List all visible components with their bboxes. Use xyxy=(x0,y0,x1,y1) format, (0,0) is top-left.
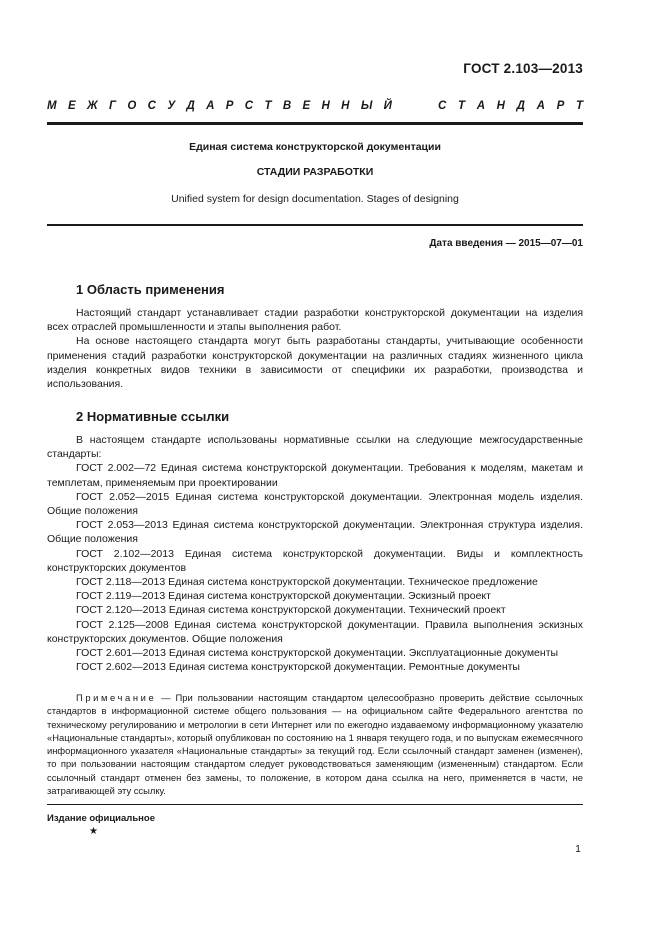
note-label: Примечание xyxy=(76,692,157,703)
header-divider xyxy=(47,122,583,125)
system-title: Единая система конструкторской документации xyxy=(189,141,441,153)
page-number: 1 xyxy=(575,843,581,855)
reference-item: ГОСТ 2.120—2013 Единая система конструкторской документации. Технический проект xyxy=(76,604,506,617)
reference-item: ГОСТ 2.601—2013 Единая система конструкторской документации. Эксплуатационные документы xyxy=(76,647,559,660)
reference-item: ГОСТ 2.125—2008 Единая система конструкторской документации. Правила выполнения эскизных конструкторских документов. Общие положения xyxy=(47,618,583,645)
reference-item: ГОСТ 2.119—2013 Единая система конструкторской документации. Эскизный проект xyxy=(76,590,491,603)
section-1-heading: 1 Область применения xyxy=(76,282,225,297)
standard-word: С Т А Н Д А Р Т xyxy=(438,100,583,112)
footer-divider xyxy=(47,804,583,805)
interstate-word: М Е Ж Г О С У Д А Р С Т В Е Н Н Ы Й xyxy=(47,100,392,112)
reference-item: ГОСТ 2.602—2013 Единая система конструкторской документации. Ремонтные документы xyxy=(76,661,520,674)
note-text: — При пользовании настоящим стандартом целесообразно проверить действие ссылочных стандартов в информационной системе общего пользования — на официальном сайте Федерального агентства по техническому регулированию и метрологии в сети Интернет или по ежегодно издаваемому информационному указателю «Национальные стандарты», который опубликован по состоянию на 1 января текущего года, и по выпускам ежемесячного информационного указателя «Национальные стандарты» за текущий год. Если ссылочный стандарт заменен (изменен), то при пользовании настоящим стандартом следует руководствоваться заменяющим (измененным) стандартом. Если ссылочный стандарт отменен без замены, то положение, в котором дана ссылка на него, применяется в части, не затрагивающей эту ссылку. xyxy=(47,692,583,797)
paragraph: Настоящий стандарт устанавливает стадии разработки конструкторской документации на изделия всех отраслей промышленности и этапы выполнения работ. xyxy=(47,307,583,334)
paragraph: В настоящем стандарте использованы нормативные ссылки на следующие межгосударственные стандарты: xyxy=(47,434,583,461)
paragraph: На основе настоящего стандарта могут быть разработаны стандарты, учитывающие особенности применения стадий разработки конструкторской документации на различных стадиях жизненного цикла изделия конкретных видов техники в зависимости от специфики их разработки, производства и использования. xyxy=(47,335,583,391)
star-icon: ★ xyxy=(89,826,98,837)
interstate-standard-banner xyxy=(47,100,583,112)
reference-item: ГОСТ 2.102—2013 Единая система конструкторской документации. Виды и комплектность конструкторских документов xyxy=(47,547,583,574)
note-paragraph xyxy=(47,691,583,797)
standard-title: СТАДИИ РАЗРАБОТКИ xyxy=(256,166,374,178)
reference-item: ГОСТ 2.053—2013 Единая система конструкторской документации. Электронная структура изделия. Общие положения xyxy=(47,519,583,546)
english-title: Unified system for design documentation. Stages of designing xyxy=(171,193,459,205)
reference-item: ГОСТ 2.052—2015 Единая система конструкторской документации. Электронная модель изделия. Общие положения xyxy=(47,490,583,518)
reference-item: ГОСТ 2.002—72 Единая система конструкторской документации. Требования к моделям, макетам и темплетам, применяемым при проектировании xyxy=(47,462,583,489)
reference-item: ГОСТ 2.118—2013 Единая система конструкторской документации. Техническое предложение xyxy=(76,576,538,589)
introduction-date: Дата введения — 2015—07—01 xyxy=(429,238,583,249)
title-divider xyxy=(47,224,583,226)
section-2-heading: 2 Нормативные ссылки xyxy=(76,409,230,424)
section-2-body xyxy=(47,433,583,674)
note-block xyxy=(47,691,583,797)
gost-number: ГОСТ 2.103—2013 xyxy=(463,61,583,76)
section-1-body xyxy=(47,306,583,391)
edition-label: Издание официальное xyxy=(47,813,155,824)
